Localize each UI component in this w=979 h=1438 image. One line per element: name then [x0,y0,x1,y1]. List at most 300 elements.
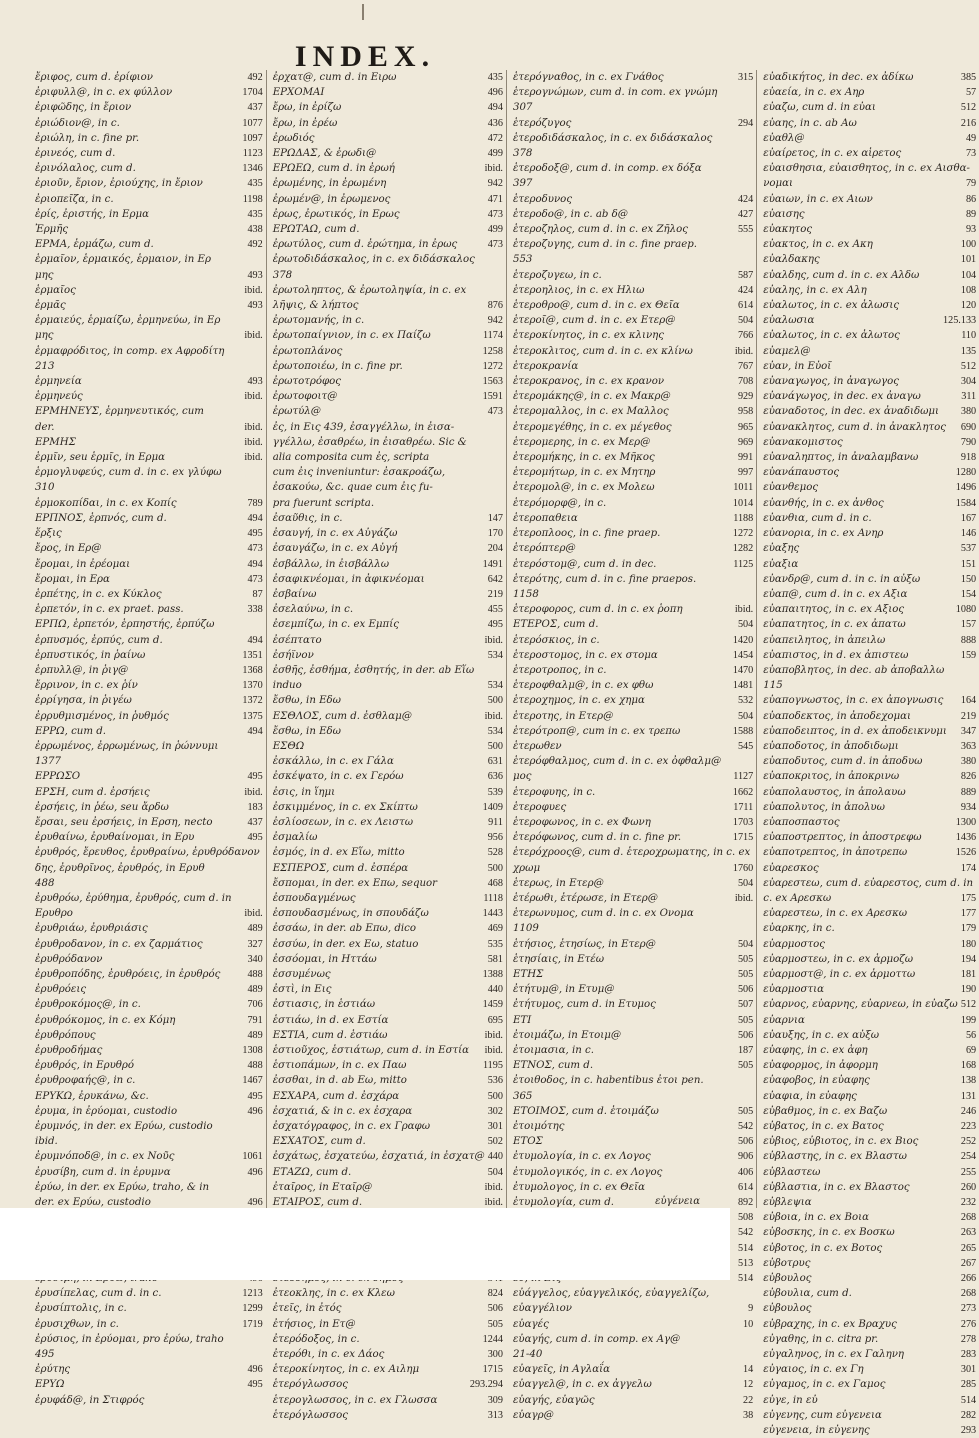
index-entry [763,815,976,830]
entry-page-ref: 514 [737,1273,754,1285]
entry-page-ref: 489 [247,984,263,996]
index-entry [35,937,263,952]
entry-headword: εὐγαμος, in c. ex Γαμος [763,1379,886,1391]
entry-headword: ἐσις, in ἵημι [272,786,336,798]
index-column-2 [272,70,507,1421]
entry-headword: λῆψις, & λήπτος [272,300,359,312]
index-entry [513,572,753,587]
index-entry [763,222,976,237]
index-entry [513,785,753,800]
entry-headword: εὐβοτρυς [763,1257,811,1269]
entry-page-ref: 494 [487,102,503,114]
entry-headword: ΕΣΠΕΡΟΣ, cum d. ἐσπέρα [272,862,409,874]
entry-headword: ἔρρινον, in c. ex ῥίν [35,680,138,692]
entry-page-ref: 500 [487,740,503,752]
entry-headword: Ἐρμῆς [35,224,69,236]
entry-headword: ἐρωτοπαίγνιον, in c. ex Παίζω [272,330,431,342]
entry-page-ref: 311 [961,391,977,403]
entry-headword: ἑτερομεγέθης, in c. ex μέγεθος [512,421,672,433]
index-entry [35,207,263,222]
entry-page-ref: 380 [960,406,977,418]
entry-page-ref: 338 [247,604,263,616]
entry-page-ref: 492 [247,72,263,83]
entry-page-ref: 1198 [242,193,263,205]
entry-headword: ἑτέρωθι, ἑτέρωσε, in Ετερ@ [512,892,658,904]
entry-page-ref: 495 [247,1379,263,1391]
index-entry [273,1317,503,1332]
index-entry [513,374,753,389]
entry-headword: ἑρπυσμός, ἑρπύς, cum d. [35,634,163,646]
index-entry [513,1073,753,1088]
entry-page-ref: 489 [247,923,263,935]
index-entry [273,937,503,952]
entry-headword: ἐριώλη, in c. fine pr. [35,132,140,144]
entry-headword: ἐτερόθι, in c. ex Δάος [272,1349,385,1361]
entry-page-ref: 79 [965,178,977,190]
index-entry [763,237,976,252]
entry-page-ref: 1459 [482,999,503,1011]
entry-headword: ibid. [35,1136,58,1148]
index-entry [513,648,753,663]
entry-page-ref: 194 [960,953,977,965]
entry-page-ref: 10 [743,1318,754,1330]
entry-headword: εὐβουλος [763,1273,812,1285]
index-entry [35,511,263,526]
index-entry [763,754,976,769]
index-entry [513,997,753,1012]
index-entry [763,100,976,115]
index-entry [35,237,263,252]
entry-page-ref: 131 [960,1090,977,1102]
entry-page-ref: 545 [737,740,754,752]
entry-headword: εὐαποδυτος, cum d. in ἀποδυω [763,756,923,768]
entry-headword: ἐρυθαίνω, ἐρυθαίνομαι, in Ερυ [35,832,195,844]
index-entry [763,1241,976,1256]
index-entry [35,1362,263,1377]
index-entry [513,663,753,678]
entry-headword: ἑτερόπτερ@ [512,543,576,555]
entry-page-ref: 435 [247,208,263,220]
entry-headword: ἐριοπεῖζα, in c. [35,193,114,205]
index-entry [763,845,976,860]
entry-page-ref: 435 [247,178,263,190]
index-entry [273,769,503,784]
entry-page-ref: 1467 [242,1075,263,1087]
index-column-3 [512,70,757,1421]
entry-page-ref: 492 [247,239,263,251]
index-entry [35,526,263,541]
entry-headword: ἑτερότης, cum d. in c. fine praepos. [512,573,697,585]
index-column-1 [35,70,267,1406]
entry-headword: ἐρωδιός [272,132,315,144]
entry-headword: εὐανάπαυστος [763,467,840,479]
entry-headword: εὐαλδακης [763,254,820,266]
entry-page-ref: 766 [737,330,754,342]
entry-page-ref: 876 [487,300,503,312]
entry-page-ref: 934 [960,801,977,813]
entry-headword: εὐαγγελ@, in c. ex ἀγγελω [512,1379,652,1391]
index-entry [35,845,263,860]
entry-headword: ἐσμαλίω [272,832,318,844]
catchword: εὐγένεια [655,1196,700,1207]
entry-page-ref: 502 [487,1136,503,1148]
entry-page-ref: 537 [960,543,977,555]
index-entry [273,830,503,845]
index-entry [273,921,503,936]
entry-headword: ΕΡΡΩ, cum d. [35,725,106,737]
entry-headword: ἐτυμολογία, cum d. [512,1197,614,1209]
index-entry [763,1165,976,1180]
entry-page-ref: ibid. [734,892,754,904]
index-entry [763,1210,976,1225]
entry-page-ref: 506 [487,1303,503,1315]
entry-page-ref: 187 [737,1045,754,1056]
entry-headword: ἐτήτυμος, cum d. in Ετυμος [512,999,656,1011]
index-entry [513,693,753,708]
entry-headword: ἐσσθαι, in d. ab Εω, mitto [272,1075,407,1087]
entry-headword: ἕρξις [35,528,62,540]
entry-page-ref: 437 [247,102,263,114]
index-entry [35,1286,263,1301]
entry-headword: ἐστὶ, in Εις [272,984,332,996]
index-entry [273,116,503,131]
entry-headword: εὐανακλητος, cum d. in ἀνακλητος [763,421,946,433]
entry-headword: ἐτήσιος, in Ετ@ [272,1318,356,1330]
index-entry [763,496,976,511]
entry-headword: ἐσκέψατο, in c. ex Γερόω [272,771,404,783]
entry-page-ref: 1704 [242,87,263,99]
entry-page-ref: 504 [737,938,754,950]
entry-page-ref: 424 [737,193,754,205]
index-entry [273,952,503,967]
index-entry [513,1134,753,1149]
index-entry [513,146,753,161]
entry-headword: ΕΣΧΑΡΑ, cum d. ἐσχάρα [272,1090,400,1102]
entry-page-ref: ibid. [484,1197,503,1209]
index-entry [273,161,503,176]
entry-headword: ἐσμός, in d. ex Εἵω, mitto [272,847,405,859]
entry-headword: ἔρος, in Ερ@ [35,543,102,555]
entry-page-ref: 108 [960,284,977,296]
entry-headword: ἐσέπτατο [272,634,322,646]
entry-page-ref: 146 [960,528,977,540]
entry-page-ref: 438 [247,224,263,236]
entry-headword: ἑτερομολ@, in c. ex Μολεω [512,482,655,494]
entry-headword: ἐριφυλλ@, in c. ex φύλλον [35,87,173,99]
entry-headword: ἑτεροκρανος, in c. ex κρανον [512,376,665,388]
entry-page-ref: 268 [960,1288,977,1300]
index-entry [273,237,503,252]
entry-headword: ἐρρυθμισμένος, in ῥυθμός [35,710,169,722]
index-entry [513,131,753,146]
entry-page-ref: 204 [487,543,503,555]
entry-headword: ἑτησίαις, in Ετέω [512,953,605,965]
index-entry [513,526,753,541]
entry-page-ref: 304 [960,376,977,388]
index-entry [35,496,263,511]
entry-page-ref: 504 [737,315,754,327]
entry-page-ref: ibid. [244,452,263,464]
entry-headword: ἐσχατόγραφος, in c. ex Γραφω [272,1121,430,1133]
index-entry [763,891,976,906]
entry-page-ref: 528 [487,847,503,859]
entry-page-ref: 327 [247,938,263,950]
index-entry [35,541,263,556]
entry-headword: ἑτεροδιδάσκαλος, in c. ex διδάσκαλος [512,132,713,144]
index-entry [763,1286,976,1301]
entry-page-ref: ibid. [484,163,503,175]
entry-headword: ἐτοιμάζω, in Ετοιμ@ [512,1029,622,1041]
entry-page-ref: 435 [487,72,503,83]
entry-page-ref: ibid. [244,908,263,920]
index-entry [273,602,503,617]
index-entry [513,1377,753,1392]
index-entry [273,876,503,891]
index-entry [763,404,976,419]
entry-page-ref: 706 [247,999,263,1011]
entry-page-ref: 791 [247,1014,263,1026]
entry-page-ref: 504 [737,619,754,631]
entry-page-ref: 488 [247,1060,263,1072]
entry-page-ref: 493 [247,269,263,281]
index-entry [35,861,263,876]
entry-page-ref: 997 [737,467,754,479]
entry-headword: ΕΡΡΩΣΟ [35,771,81,783]
index-entry [273,633,503,648]
entry-headword: ἐρίς, ἐριστής, in Ερμα [35,208,149,220]
entry-page-ref: 892 [737,1197,754,1209]
index-entry [35,663,263,678]
entry-headword: 397 [512,178,533,190]
entry-headword: ἑτεροῖ@, cum d. in c. ex Ετερ@ [512,315,676,327]
entry-page-ref: 906 [737,1151,754,1163]
index-entry [273,648,503,663]
index-entry [513,1028,753,1043]
entry-page-ref: 278 [960,1333,977,1345]
entry-page-ref: ibid. [734,604,754,616]
entry-page-ref: 495 [247,1090,263,1102]
index-entry [35,85,263,100]
entry-headword: εὐγενεια, in εὐγενης [763,1425,870,1437]
index-entry [273,389,503,404]
index-entry [763,70,976,85]
index-entry [273,496,503,511]
index-entry [513,480,753,495]
entry-page-ref: 125.133 [943,315,977,327]
entry-headword: ἑτερόφωνος, cum d. in c. fine pr. [512,832,682,844]
entry-headword: pra fuerunt scripta. [272,497,375,509]
index-entry [273,252,503,267]
entry-headword: εὐαγεῖς, in Αγλαΐα [512,1364,610,1376]
entry-headword: μος [512,771,532,783]
entry-headword: ἐρυθρόκομος, in c. ex Κόμη [35,1014,176,1026]
entry-headword: ἐσκάλλω, in c. ex Γάλα [272,756,394,768]
index-entry [513,192,753,207]
entry-page-ref: 500 [487,1090,503,1102]
index-entry [763,1347,976,1362]
entry-headword: ΕΡΠΩ, ἑρπετόν, ἑρπηστής, ἑρπύζω [35,619,215,631]
entry-headword: ἑτεροτροπος, in c. [512,664,607,676]
entry-page-ref: 120 [960,300,977,312]
index-entry [513,982,753,997]
entry-headword: ἐσσυμένως [272,968,331,980]
entry-page-ref: 219 [960,710,977,722]
entry-headword: ἐρυθρόπους [35,1029,96,1041]
entry-page-ref: 151 [960,558,977,570]
entry-page-ref: 347 [960,725,977,737]
entry-headword: εὐαπειλητος, in ἀπειλω [763,634,886,646]
entry-headword: εὐαεία, in c. ex Αηρ [763,87,865,99]
entry-headword: ἑρπυλλ@, in ῥιγ@ [35,664,129,676]
index-entry [763,937,976,952]
entry-headword: ἑτεροπλοος, in c. fine praep. [512,528,661,540]
index-entry [35,344,263,359]
entry-page-ref: 494 [247,512,263,524]
index-entry [273,511,503,526]
entry-headword: ἑρμαῖος [35,284,76,296]
index-entry [513,602,753,617]
entry-page-ref: 493 [247,300,263,312]
index-entry [763,1271,976,1286]
entry-headword: ἑτεροδοξ@, cum d. in comp. ex δόξα [512,163,702,175]
index-entry [763,724,976,739]
index-entry [513,617,753,632]
index-entry [513,830,753,845]
entry-headword: εὐαξης [763,543,800,555]
entry-headword: ἑτεροπαθεια [512,512,578,524]
index-entry [513,1013,753,1028]
entry-headword: ἑστιάω, in d. ex Εστία [272,1014,389,1026]
index-entry [35,997,263,1012]
entry-headword: 378 [512,148,533,160]
index-entry [763,967,976,982]
index-entry [763,769,976,784]
entry-page-ref: 504 [737,710,754,722]
index-entry [763,420,976,435]
entry-page-ref: 293.294 [469,1379,503,1391]
entry-headword: εὐανθια, cum d. in c. [763,512,872,524]
index-entry [513,1408,753,1423]
index-entry [35,146,263,161]
entry-headword: ἑτεροχημος, in c. ex χημα [512,695,645,707]
entry-headword: ἑτεροκρανία [512,360,579,372]
entry-page-ref: 380 [960,756,977,768]
index-entry [273,374,503,389]
entry-page-ref: 266 [960,1273,977,1285]
entry-headword: ἐρυθροφαής@, in c. [35,1075,136,1087]
entry-page-ref: 56 [965,1029,977,1041]
index-entry [513,557,753,572]
entry-page-ref: 1080 [955,604,977,616]
index-entry [763,116,976,131]
index-entry [273,997,503,1012]
index-entry [273,1180,503,1195]
index-entry [273,1134,503,1149]
entry-page-ref: 534 [487,649,503,661]
entry-headword: μης [35,330,54,342]
entry-headword: ἐρυμνόποδ@, in c. ex Νοῦς [35,1151,175,1163]
entry-page-ref: 642 [487,573,503,585]
entry-page-ref: 9 [748,1303,754,1315]
entry-page-ref: 313 [487,1409,503,1421]
entry-page-ref: 150 [960,573,977,585]
index-entry [35,709,263,724]
entry-headword: ΕΡΜΑ, ἑρμάζω, cum d. [35,239,154,251]
entry-page-ref: ibid. [244,284,263,296]
index-entry [513,1119,753,1134]
entry-page-ref: 495 [247,771,263,783]
index-entry [273,1286,503,1301]
entry-headword: ἐτοιθοδος, in c. habentibus ἐτοι pen. [512,1075,704,1087]
entry-headword: ἑτερόγλωσσος [272,1409,349,1421]
entry-page-ref: 507 [737,999,754,1011]
entry-page-ref: 539 [487,786,503,798]
entry-headword: 310 [35,482,55,494]
index-entry [763,876,976,891]
index-entry [273,891,503,906]
entry-headword: ἐσαῦθις, in c. [272,512,343,524]
entry-headword: εὐαίρετος, in c. ex αἱρετος [763,148,902,160]
entry-headword: ἐρωτοδιδάσκαλος, in c. ex διδάσκαλος [272,254,475,266]
entry-headword: ἐρυθρόω, ἐρύθημα, ἐρυθρός, cum d. in [35,892,232,904]
entry-page-ref: 252 [960,1136,977,1148]
entry-page-ref: 824 [487,1288,503,1300]
entry-page-ref: 1280 [955,467,977,479]
entry-headword: ἑτεροδο@, in c. ab δ@ [512,208,628,220]
entry-headword: ἑτεροκίνητος, in c. ex κλινης [512,330,664,342]
entry-page-ref: 512 [960,102,977,114]
entry-headword: εὐαναδοτος, in dec. ex ἀναδιδωμι [763,406,940,418]
index-entry [35,693,263,708]
index-entry [35,176,263,191]
index-entry [35,876,263,891]
entry-page-ref: 190 [960,984,977,996]
index-entry [513,891,753,906]
index-entry [763,800,976,815]
entry-headword: ΕΡΩΔΑΣ, & ἐρωδι@ [272,148,377,160]
index-entry [35,724,263,739]
entry-headword: ἑτερόζυγος [512,117,572,129]
entry-page-ref: 1388 [482,968,503,980]
index-entry [763,146,976,161]
entry-page-ref: 1588 [732,725,754,737]
entry-headword: ἐσβάλλω, in ἐισβάλλω [272,558,390,570]
entry-page-ref: 496 [247,1105,263,1117]
page-footer [0,1208,730,1280]
index-entry [35,222,263,237]
entry-page-ref: 100 [960,239,977,251]
entry-page-ref: 110 [961,330,977,342]
entry-page-ref: 104 [960,269,977,281]
entry-headword: εὐαγγέλιον [512,1303,572,1315]
entry-headword: c. ex Αρεσκω [763,892,832,904]
entry-page-ref: 1526 [955,847,977,859]
entry-page-ref: 263 [960,1227,977,1239]
entry-page-ref: 969 [737,436,754,448]
entry-headword: ἑτεροστομος, in c. ex στομα [512,649,658,661]
index-entry [513,1362,753,1377]
entry-page-ref: 489 [247,1029,263,1041]
index-entry [273,845,503,860]
index-entry [513,116,753,131]
entry-headword: ΕΡΩΤΑΩ, cum d. [272,224,360,236]
entry-page-ref: 1481 [732,680,754,692]
entry-page-ref: 86 [965,193,977,205]
entry-page-ref: 505 [737,1014,754,1026]
index-entry [513,845,753,860]
entry-headword: ἑτερογνώμων, cum d. in com. ex γνώμη [512,87,718,99]
entry-page-ref: 1308 [242,1045,263,1056]
